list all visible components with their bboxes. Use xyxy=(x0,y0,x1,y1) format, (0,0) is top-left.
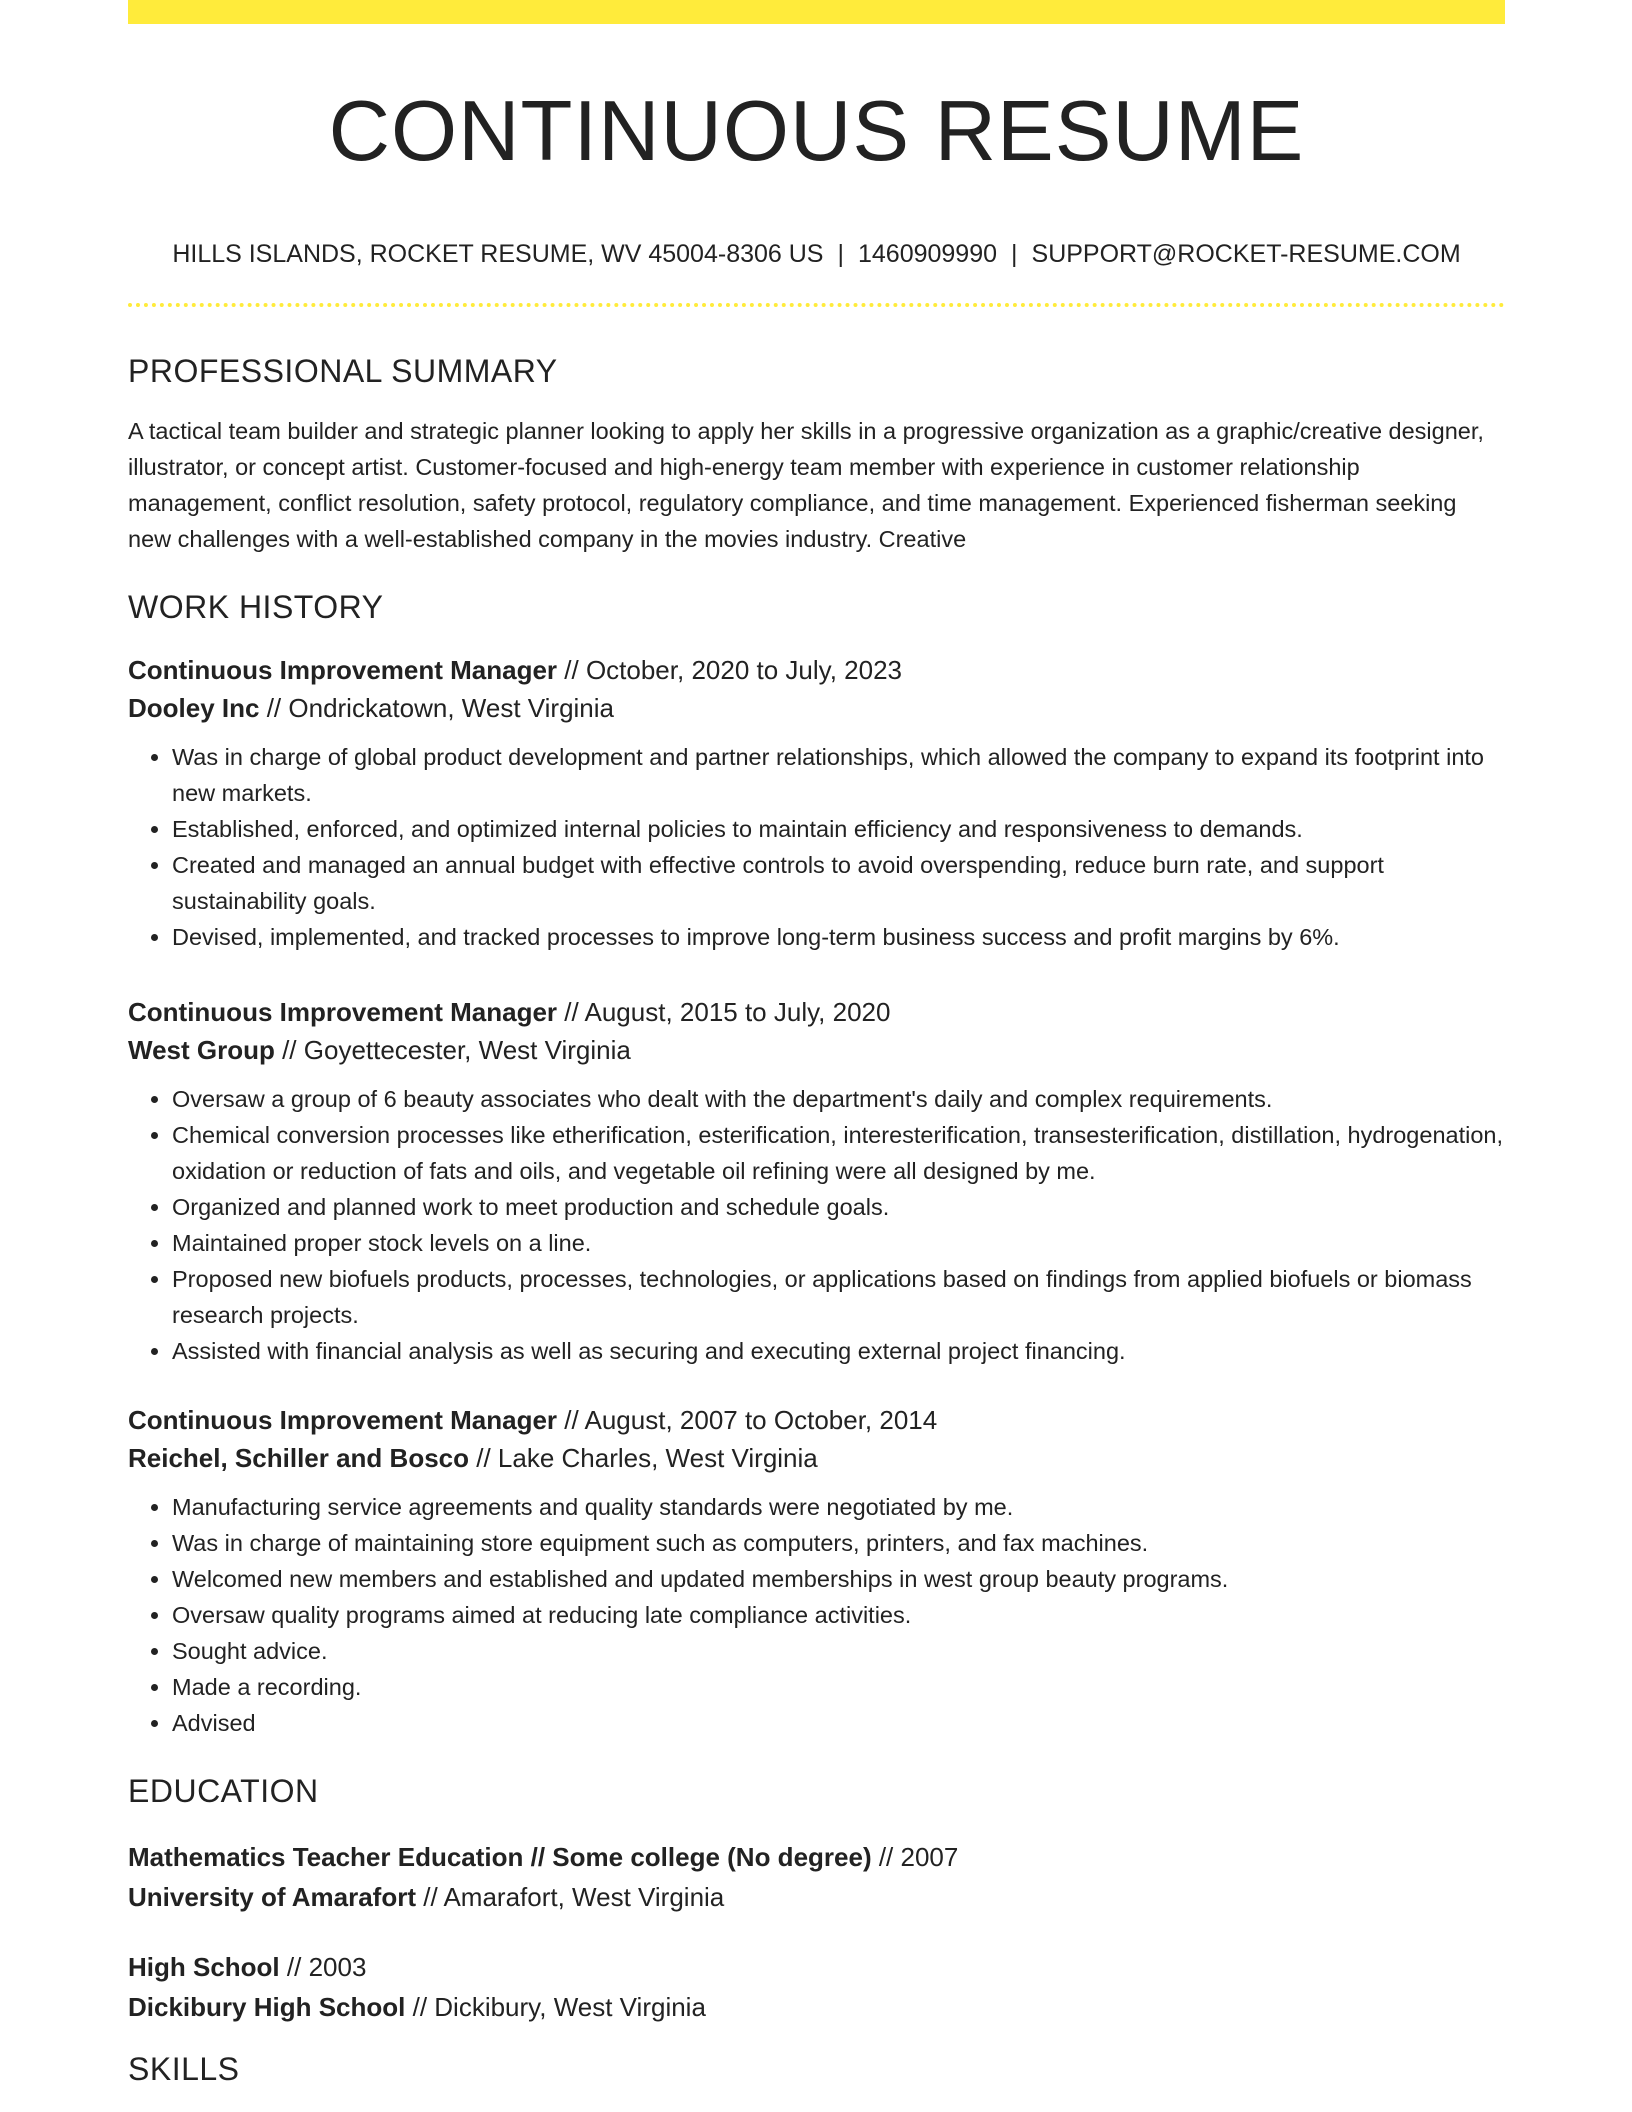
job-bullet: • Established, enforced, and optimized internal policies to maintain efficiency and responsiveness to demands. xyxy=(172,811,1505,847)
education-entry xyxy=(128,1947,1505,2027)
job-location: // Ondrickatown, West Virginia xyxy=(259,693,615,723)
education-location: // Dickibury, West Virginia xyxy=(405,1992,706,2022)
job-bullet: • Proposed new biofuels products, processes, technologies, or applications based on findings from applied biofuels or biomass research projects. xyxy=(172,1261,1505,1333)
job-company: Reichel, Schiller and Bosco xyxy=(128,1443,469,1473)
job-company-line xyxy=(128,1439,1505,1477)
job-bullet: • Chemical conversion processes like etherification, esterification, interesterification, transesterification, distillation, hydrogenation, oxidation or reduction of fats and oils, and vegetable oil refining were all designed by me. xyxy=(172,1117,1505,1189)
contact-address: HILLS ISLANDS, ROCKET RESUME, WV 45004-8306 US xyxy=(172,240,824,268)
education-heading: EDUCATION xyxy=(128,1773,319,1809)
contact-separator: | xyxy=(837,240,844,268)
job-bullet: • Devised, implemented, and tracked processes to improve long-term business success and profit margins by 6%. xyxy=(172,919,1505,955)
education-degree: Mathematics Teacher Education // Some college (No degree) xyxy=(128,1842,872,1872)
education-location: // Amarafort, West Virginia xyxy=(416,1882,725,1912)
job-company-line xyxy=(128,689,1505,727)
job-bullet: • Made a recording. xyxy=(172,1669,1505,1705)
education-entry xyxy=(128,1837,1505,1917)
top-accent-bar xyxy=(128,0,1505,24)
job-bullet: • Maintained proper stock levels on a line. xyxy=(172,1225,1505,1261)
job-role: Continuous Improvement Manager xyxy=(128,1405,558,1435)
job-title-line xyxy=(128,993,1505,1031)
summary-text: A tactical team builder and strategic planner looking to apply her skills in a progressive organization as a graphic/creative designer, illustrator, or concept artist. Customer-focused and high-energy team member with experience in customer relationship management, conflict resolution, safety protocol, regulatory compliance, and time management. Experienced fisherman seeking new challenges with a well-established company in the movies industry. Creative xyxy=(128,418,1484,552)
job-bullets xyxy=(128,1489,1505,1741)
job-role: Continuous Improvement Manager xyxy=(128,655,558,685)
job-bullet: • Assisted with financial analysis as well as securing and executing external project financing. xyxy=(172,1333,1505,1369)
job-company: Dooley Inc xyxy=(128,693,260,723)
education-school: University of Amarafort xyxy=(128,1882,416,1912)
skills-heading: SKILLS xyxy=(128,2051,240,2087)
job-location: // Goyettecester, West Virginia xyxy=(274,1035,631,1065)
education-degree-line xyxy=(128,1837,1505,1877)
job-bullet: • Organized and planned work to meet production and schedule goals. xyxy=(172,1189,1505,1225)
job-company: West Group xyxy=(128,1035,275,1065)
job-bullet: • Oversaw a group of 6 beauty associates who dealt with the department's daily and complex requirements. xyxy=(172,1081,1505,1117)
job-entry xyxy=(128,1401,1505,1741)
education-degree: High School xyxy=(128,1952,280,1982)
job-bullet: • Was in charge of global product development and partner relationships, which allowed the company to expand its footprint into new markets. xyxy=(172,739,1505,811)
job-bullet: • Oversaw quality programs aimed at reducing late compliance activities. xyxy=(172,1597,1505,1633)
contact-line xyxy=(128,238,1505,270)
job-bullet: • Manufacturing service agreements and quality standards were negotiated by me. xyxy=(172,1489,1505,1525)
education-year: // 2007 xyxy=(871,1842,959,1872)
job-bullets xyxy=(128,739,1505,955)
job-bullet: • Advised xyxy=(172,1705,1505,1741)
job-title-line xyxy=(128,651,1505,689)
education-year: // 2003 xyxy=(279,1952,367,1982)
education-school: Dickibury High School xyxy=(128,1992,406,2022)
contact-separator: | xyxy=(1011,240,1018,268)
job-bullet: • Created and managed an annual budget with effective controls to avoid overspending, reduce burn rate, and support sustainability goals. xyxy=(172,847,1505,919)
education-degree-line xyxy=(128,1947,1505,1987)
resume-name: CONTINUOUS RESUME xyxy=(328,84,1305,179)
education-school-line xyxy=(128,1987,1505,2027)
header-divider xyxy=(128,303,1505,307)
job-title-line xyxy=(128,1401,1505,1439)
job-dates: // October, 2020 to July, 2023 xyxy=(557,655,903,685)
contact-email: SUPPORT@ROCKET-RESUME.COM xyxy=(1031,240,1461,268)
education-school-line xyxy=(128,1877,1505,1917)
job-entry xyxy=(128,651,1505,955)
resume-page xyxy=(128,0,1505,2089)
work-history-heading: WORK HISTORY xyxy=(128,589,384,625)
job-bullet: • Welcomed new members and established and updated memberships in west group beauty programs. xyxy=(172,1561,1505,1597)
job-bullet: • Sought advice. xyxy=(172,1633,1505,1669)
summary-heading: PROFESSIONAL SUMMARY xyxy=(128,353,558,389)
job-company-line xyxy=(128,1031,1505,1069)
job-role: Continuous Improvement Manager xyxy=(128,997,558,1027)
job-location: // Lake Charles, West Virginia xyxy=(469,1443,818,1473)
job-entry xyxy=(128,993,1505,1369)
job-bullets xyxy=(128,1081,1505,1369)
job-bullet: • Was in charge of maintaining store equipment such as computers, printers, and fax machines. xyxy=(172,1525,1505,1561)
job-dates: // August, 2015 to July, 2020 xyxy=(557,997,891,1027)
job-dates: // August, 2007 to October, 2014 xyxy=(557,1405,938,1435)
contact-phone: 1460909990 xyxy=(857,240,998,268)
